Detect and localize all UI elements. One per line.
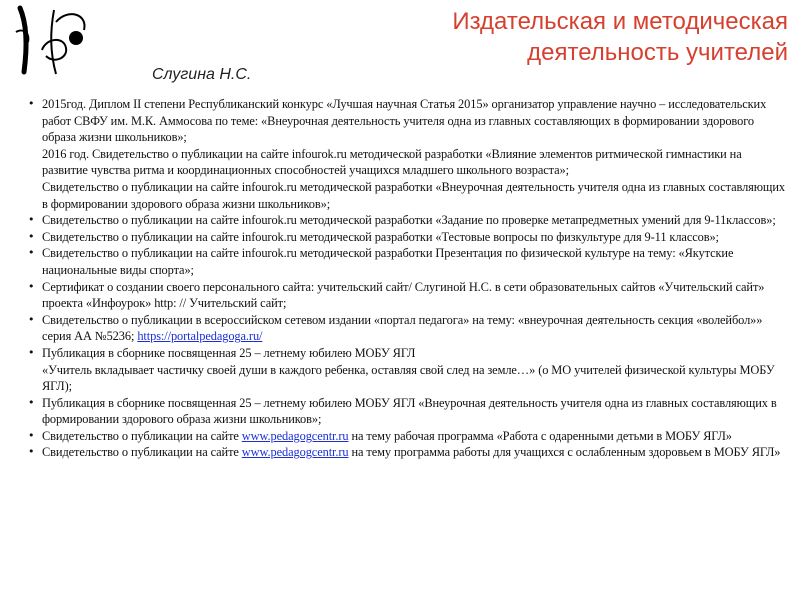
title-line-1: Издательская и методическая: [452, 8, 788, 35]
list-item: • Свидетельство о публикации на сайте www.pedagogcentr.ru на тему рабочая программа «Работа с одаренными детьми в МОБУ ЯГЛ»: [30, 428, 790, 445]
portal-link[interactable]: https://portalpedagoga.ru/: [137, 329, 263, 344]
list-item: 2016 год. Свидетельство о публикации на сайте infourok.ru методической разработки «Влияние элементов ритмической гимнастики на развитие чувства ритма и координационных способностей учащихся младшего школьного возраста»;: [42, 146, 742, 178]
music-notes-logo: [6, 2, 126, 80]
list-item: • Публикация в сборнике посвященная 25 – летнему юбилею МОБУ ЯГЛ: [30, 345, 790, 362]
list-item: • Свидетельство о публикации на сайте infourok.ru методической разработки «Задание по проверке метапредметных умений для 9-11классов»;: [30, 212, 790, 229]
pedagogcentr-link[interactable]: www.pedagogcentr.ru: [241, 428, 349, 443]
author-name: Слугина Н.С.: [152, 66, 252, 83]
list-item: • Свидетельство о публикации на сайте infourok.ru методической разработки «Тестовые вопросы по физкультуре для 9-11 классов»;: [30, 229, 790, 246]
list-item: • Публикация в сборнике посвященная 25 – летнему юбилею МОБУ ЯГЛ «Внеурочная деятельность учителя одна из главных составляющих в формировании здорового образа жизни школьников»;: [30, 395, 790, 428]
list-item: «Учитель вкладывает частичку своей души в каждого ребенка, оставляя свой след на земле…» (о МО учителей физической культуры МОБУ ЯГЛ);: [42, 362, 775, 394]
list-item: Свидетельство о публикации на сайте infourok.ru методической разработки «Внеурочная деятельность учителя одна из главных составляющих в формировании здорового образа жизни школьников»;: [42, 179, 785, 211]
title-line-2: деятельность учителей: [527, 39, 788, 66]
list-item: • Свидетельство о публикации на сайте infourok.ru методической разработки Презентация по физической культуре на тему: «Якутские национальные виды спорта»;: [30, 245, 790, 278]
list-item: • Свидетельство о публикации на сайте www.pedagogcentr.ru на тему программа работы для учащихся с ослабленным здоровьем в МОБУ ЯГЛ»: [30, 444, 790, 461]
publications-list: [30, 96, 790, 461]
list-item: • Сертификат о создании своего персонального сайта: учительский сайт/ Слугиной Н.С. в сети образовательных сайтов «Учительский сайт» проекта «Инфоурок» http: // Учительский сайт;: [30, 279, 790, 312]
list-item: • 2015год. Диплом II степени Республиканский конкурс «Лучшая научная Статья 2015» организатор управление научно – исследовательских работ СВФУ им. М.К. Аммосова по теме: «Внеурочная деятельность учителя одна из главных составляющих в формировании здорового образа жизни школьников»;: [30, 96, 790, 146]
page-title: [228, 6, 788, 68]
pedagogcentr-link[interactable]: www.pedagogcentr.ru: [241, 445, 349, 460]
list-item: • Свидетельство о публикации в всероссийском сетевом издании «портал педагога» на тему: «внеурочная деятельность секция «волейбол»» серия АА №5236; https://portalpedagoga.ru/: [30, 312, 790, 345]
